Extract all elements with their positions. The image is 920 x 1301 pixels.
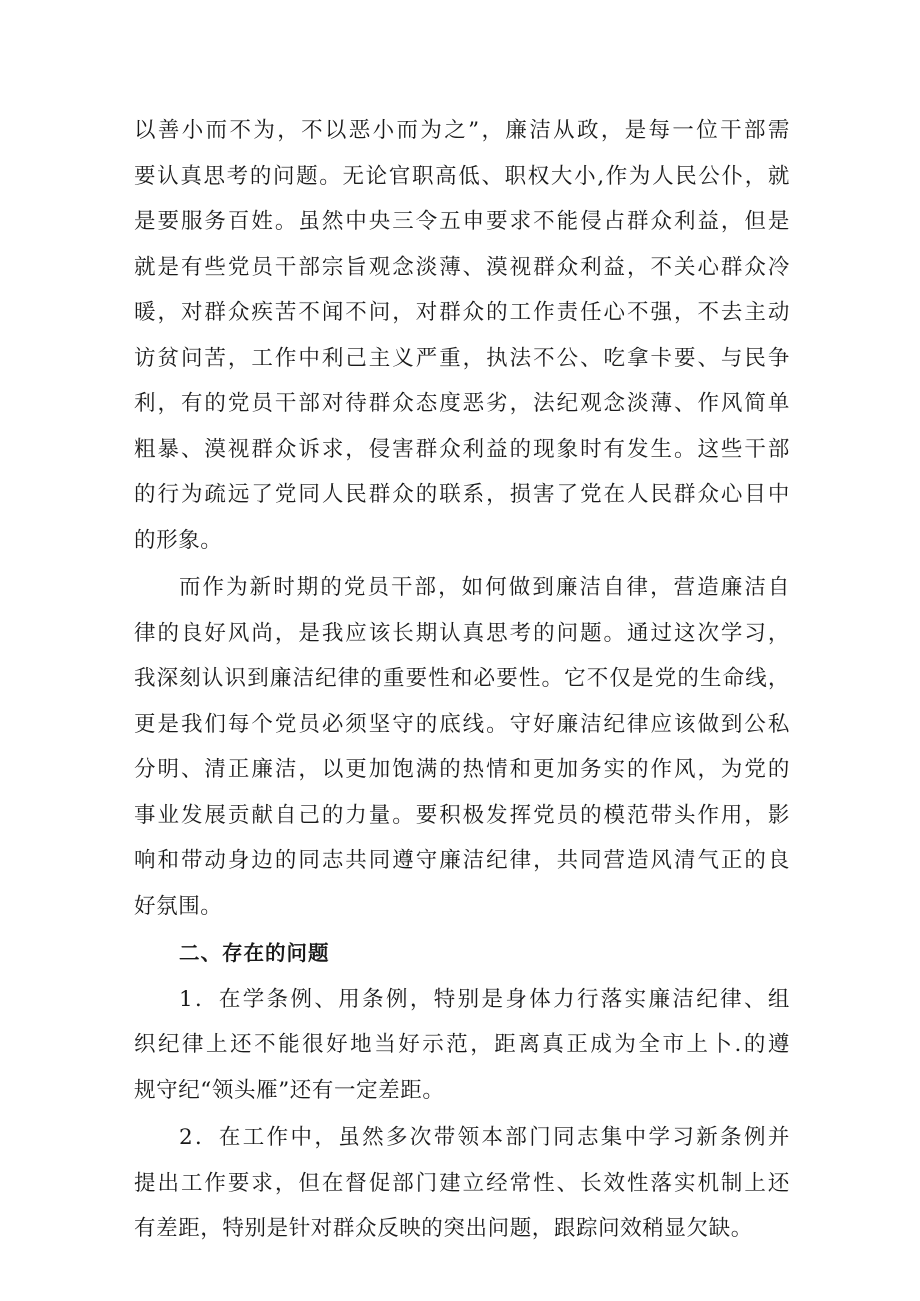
text-line: 好氛围。: [134, 893, 223, 919]
text-line: 粗暴、漠视群众诉求，侵害群众利益的现象时有发生。这些干部: [134, 436, 790, 462]
section-heading-block: [134, 931, 790, 977]
text-line: 的形象。: [134, 527, 223, 553]
text-line: 事业发展贡献自己的力量。要积极发挥党员的模范带头作用，影: [134, 802, 790, 828]
text-line: 利，有的党员干部对待群众态度恶劣，法纪观念淡薄、作风简单: [134, 391, 790, 416]
text-line: 以善小而不为，不以恶小而为之”，廉洁从政，是每一位干部需: [134, 118, 790, 143]
section-heading: 二、存在的问题: [179, 941, 330, 965]
problem-item-1: [134, 977, 790, 1114]
problem-item-2: [134, 1115, 790, 1252]
text-line: 更是我们每个党员必须坚守的底线。守好廉洁纪律应该做到公私: [134, 711, 790, 737]
text-line: 响和带动身边的同志共同遵守廉洁纪律，共同营造风清气正的良: [134, 848, 790, 873]
document-body: [134, 108, 790, 1252]
text-line: 就是有些党员干部宗旨观念淡薄、漠视群众利益，不关心群众冷: [134, 254, 790, 280]
text-line: 1．在学条例、用条例，特别是身体力行落实廉洁纪律、组: [179, 986, 790, 1012]
text-line: 要认真思考的问题。无论官职高低、职权大小,作为人民公仆，就: [134, 163, 790, 189]
text-line: 而作为新时期的党员干部，如何做到廉洁自律，营造廉洁自: [179, 575, 790, 600]
text-line: 提出工作要求，但在督促部门建立经常性、长效性落实机制上还: [134, 1170, 790, 1196]
text-line: 律的良好风尚，是我应该长期认真思考的问题。通过这次学习，: [134, 620, 790, 646]
text-line: 访贫问苦，工作中利己主义严重，执法不公、吃拿卡要、与民争: [134, 345, 790, 371]
text-line: 有差距，特别是针对群众反映的突出问题，跟踪问效稍显欠缺。: [134, 1216, 753, 1241]
text-line: 是要服务百姓。虽然中央三令五申要求不能侵占群众利益，但是: [134, 209, 790, 234]
text-line: 我深刻认识到廉洁纪律的重要性和必要性。它不仅是党的生命线，: [134, 666, 790, 691]
text-line: 分明、清正廉洁，以更加饱满的热情和更加务实的作风，为党的: [134, 757, 790, 782]
text-line: 规守纪“领头雁”还有一定差距。: [134, 1077, 445, 1103]
text-line: 2．在工作中，虽然多次带领本部门同志集中学习新条例并: [179, 1125, 790, 1150]
paragraph-1: [134, 108, 790, 563]
text-line: 的行为疏远了党同人民群众的联系，损害了党在人民群众心目中: [134, 482, 790, 507]
text-line: 暖，对群众疾苦不闻不问，对群众的工作责任心不强，不去主动: [134, 300, 790, 325]
paragraph-2: [134, 565, 790, 929]
text-line: 织纪律上还不能很好地当好示范，距离真正成为全市上卜.的遵: [134, 1032, 790, 1057]
